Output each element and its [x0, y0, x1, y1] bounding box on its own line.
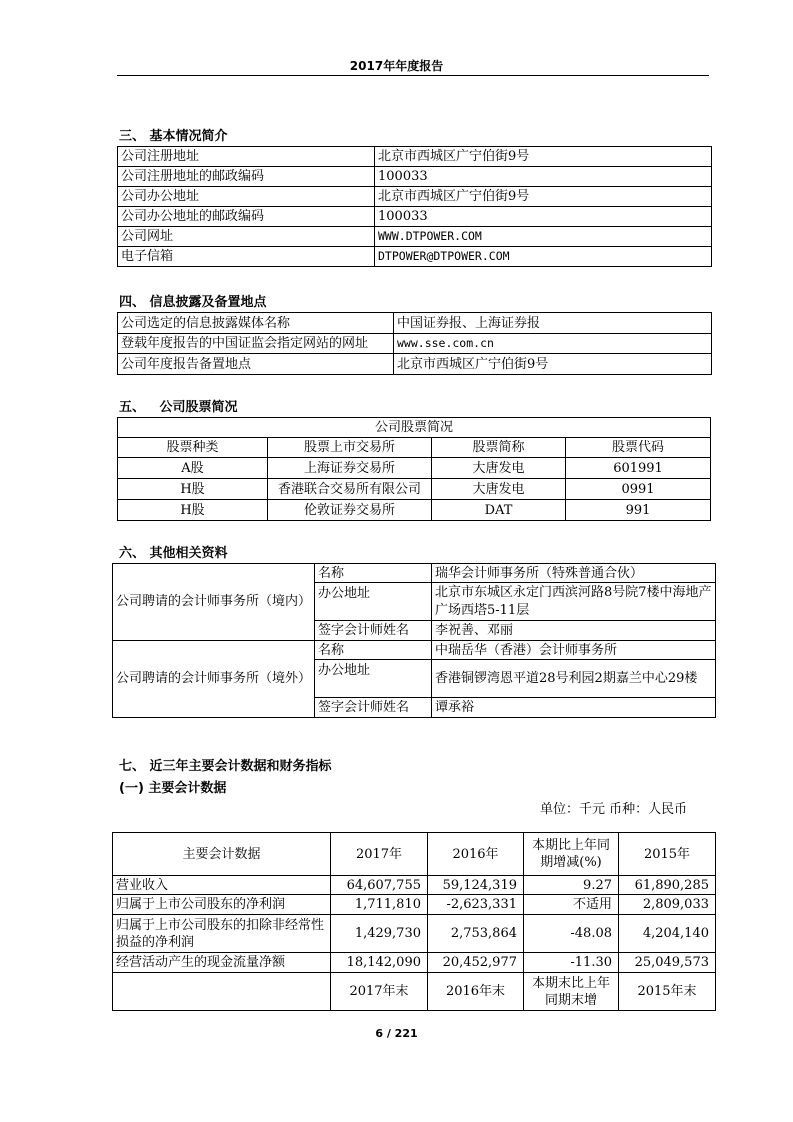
table-row [118, 167, 712, 187]
stock-short-name: 大唐发电 [432, 458, 566, 479]
auditor-table [112, 563, 716, 718]
row-label: 登载年度报告的中国证监会指定网站的网址 [118, 334, 394, 354]
table-row [118, 247, 712, 267]
section-heading: 公司股票简况 [159, 400, 238, 415]
value-2015: 4,204,140 [619, 915, 716, 953]
value-2016: 20,452,977 [428, 953, 524, 973]
value-change: -11.30 [524, 953, 619, 973]
financial-data-table [112, 832, 716, 1011]
row-value: 北京市西城区广宁伯街9号 [375, 187, 712, 207]
column-header: 本期比上年同期增减(%) [524, 833, 619, 876]
stock-table-title: 公司股票简况 [118, 418, 711, 438]
row-label: 公司选定的信息披露媒体名称 [118, 313, 394, 334]
table-row [118, 354, 712, 375]
table-subheader-row [113, 973, 716, 1011]
column-header: 股票种类 [118, 438, 268, 458]
section-heading: 基本情况简介 [149, 129, 228, 144]
field-label: 签字会计师姓名 [315, 698, 432, 718]
value-2015: 2,809,033 [619, 895, 716, 915]
value-2017: 64,607,755 [331, 876, 428, 895]
stock-exchange: 伦敦证券交易所 [268, 500, 432, 521]
table-row [118, 227, 712, 247]
column-header: 本期末比上年同期末增 [524, 973, 619, 1011]
row-value: 中国证券报、上海证券报 [394, 313, 712, 334]
table-row [113, 876, 716, 895]
section-heading: 信息披露及备置地点 [149, 295, 267, 310]
section-heading: 其他相关资料 [149, 546, 228, 561]
section-number: 五、 [119, 400, 146, 415]
field-value: 谭承裕 [432, 698, 716, 718]
section-disclosure-title [119, 291, 267, 310]
table-row [118, 479, 711, 500]
stock-type: H股 [118, 479, 268, 500]
field-label: 签字会计师姓名 [315, 621, 432, 641]
section-number: 三、 [119, 129, 146, 144]
stock-code: 0991 [566, 479, 711, 500]
table-row [118, 207, 712, 227]
metric-label: 经营活动产生的现金流量净额 [113, 953, 331, 973]
row-label: 公司办公地址的邮政编码 [118, 207, 375, 227]
field-value: 李祝善、邓丽 [432, 621, 716, 641]
section-heading: 近三年主要会计数据和财务指标 [149, 759, 332, 774]
header-divider [117, 75, 709, 76]
company-website[interactable]: WWW.DTPOWER.COM [375, 227, 712, 247]
column-header: 2015年末 [619, 973, 716, 1011]
section-stock-title [119, 396, 238, 415]
stock-type: H股 [118, 500, 268, 521]
value-change: 9.27 [524, 876, 619, 895]
table-row [118, 500, 711, 521]
stock-table [117, 417, 711, 521]
stock-short-name: DAT [432, 500, 566, 521]
report-header-title: 2017年年度报告 [349, 59, 444, 73]
stock-exchange: 香港联合交易所有限公司 [268, 479, 432, 500]
row-value: 100033 [375, 167, 712, 187]
metric-label: 归属于上市公司股东的净利润 [113, 895, 331, 915]
basic-info-table [117, 146, 712, 267]
column-header: 股票代码 [566, 438, 711, 458]
table-row [113, 953, 716, 973]
table-row [118, 458, 711, 479]
auditor-overseas-label: 公司聘请的会计师事务所（境外） [113, 641, 315, 718]
field-label: 办公地址 [315, 583, 432, 621]
stock-code: 601991 [566, 458, 711, 479]
row-label: 电子信箱 [118, 247, 375, 267]
section-number: 六、 [119, 546, 146, 561]
value-change: -48.08 [524, 915, 619, 953]
column-header: 股票上市交易所 [268, 438, 432, 458]
table-row [113, 915, 716, 953]
row-label: 公司年度报告备置地点 [118, 354, 394, 375]
field-value: 香港铜锣湾恩平道28号利园2期嘉兰中心29楼 [432, 660, 716, 698]
table-row [118, 147, 712, 167]
table-title-row [118, 418, 711, 438]
column-header: 2015年 [619, 833, 716, 876]
stock-short-name: 大唐发电 [432, 479, 566, 500]
field-value: 瑞华会计师事务所（特殊普通合伙） [432, 564, 716, 583]
table-row [113, 895, 716, 915]
field-label: 办公地址 [315, 660, 432, 698]
value-2015: 25,049,573 [619, 953, 716, 973]
value-2015: 61,890,285 [619, 876, 716, 895]
value-2016: 2,753,864 [428, 915, 524, 953]
column-header: 2017年末 [331, 973, 428, 1011]
row-label: 公司网址 [118, 227, 375, 247]
section-financial-title [119, 755, 332, 774]
table-header-row [113, 833, 716, 876]
page-number: 6 / 221 [375, 1027, 418, 1040]
column-header [113, 973, 331, 1011]
table-row [118, 187, 712, 207]
row-value: 北京市西城区广宁伯街9号 [394, 354, 712, 375]
field-label: 名称 [315, 641, 432, 660]
value-2016: -2,623,331 [428, 895, 524, 915]
column-header: 2016年 [428, 833, 524, 876]
row-label: 公司办公地址 [118, 187, 375, 207]
row-label: 公司注册地址 [118, 147, 375, 167]
company-email[interactable]: DTPOWER@DTPOWER.COM [375, 247, 712, 267]
stock-code: 991 [566, 500, 711, 521]
value-2017: 18,142,090 [331, 953, 428, 973]
table-row [118, 313, 712, 334]
field-label: 名称 [315, 564, 432, 583]
table-row [118, 334, 712, 354]
table-row [113, 564, 716, 583]
unit-currency-note: 单位：千元 币种：人民币 [540, 802, 688, 817]
section-other-title [119, 542, 228, 561]
value-2017: 1,429,730 [331, 915, 428, 953]
column-header: 2017年 [331, 833, 428, 876]
value-2016: 59,124,319 [428, 876, 524, 895]
stock-type: A股 [118, 458, 268, 479]
stock-exchange: 上海证券交易所 [268, 458, 432, 479]
table-header-row [118, 438, 711, 458]
column-header: 主要会计数据 [113, 833, 331, 876]
disclosure-table [117, 312, 712, 375]
section-number: 七、 [119, 759, 146, 774]
field-value: 北京市东城区永定门西滨河路8号院7楼中海地产广场西塔5-11层 [432, 583, 716, 621]
auditor-domestic-label: 公司聘请的会计师事务所（境内） [113, 564, 315, 641]
section-basic-title [119, 125, 228, 144]
disclosure-website[interactable]: www.sse.com.cn [394, 334, 712, 354]
section-number: 四、 [119, 295, 146, 310]
row-label: 公司注册地址的邮政编码 [118, 167, 375, 187]
value-change: 不适用 [524, 895, 619, 915]
field-value: 中瑞岳华（香港）会计师事务所 [432, 641, 716, 660]
value-2017: 1,711,810 [331, 895, 428, 915]
column-header: 股票简称 [432, 438, 566, 458]
row-value: 100033 [375, 207, 712, 227]
subsection-title: (一) 主要会计数据 [119, 781, 227, 796]
metric-label: 归属于上市公司股东的扣除非经常性损益的净利润 [113, 915, 331, 953]
metric-label: 营业收入 [113, 876, 331, 895]
table-row [113, 641, 716, 660]
column-header: 2016年末 [428, 973, 524, 1011]
row-value: 北京市西城区广宁伯街9号 [375, 147, 712, 167]
